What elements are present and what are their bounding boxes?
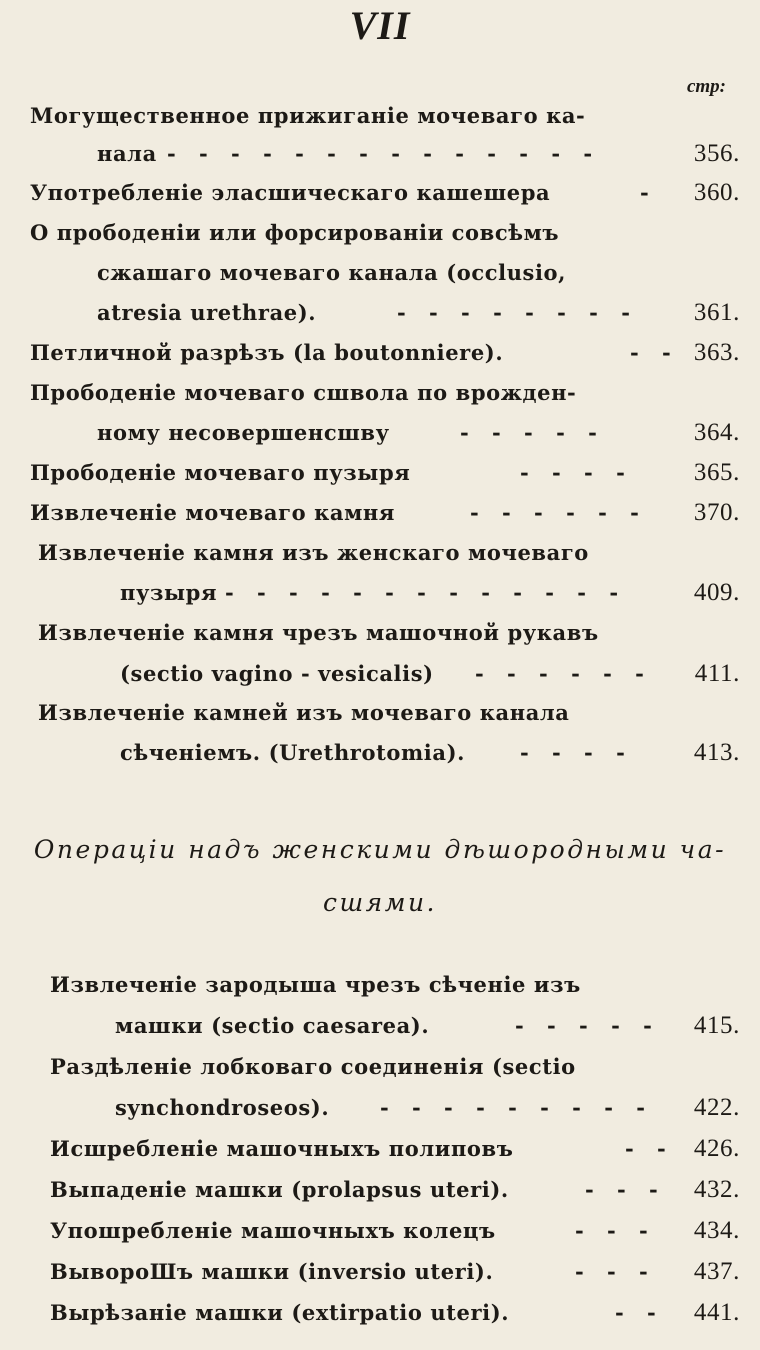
dot-leader: - - - - - - - - - - - - - xyxy=(225,580,627,605)
toc-page-number: 434. xyxy=(693,1217,740,1244)
toc-entry-413-line-2: сѣченіемъ. (Urethrotomia). - - - - 413. xyxy=(120,739,740,766)
toc-entry-361-line-2: сжашаго мочеваго канала (occlusio, xyxy=(97,260,567,285)
toc-page-number: 409. xyxy=(693,579,740,606)
toc-page-number: 370. xyxy=(693,499,740,526)
dot-leader: - - - - - xyxy=(460,420,605,445)
page-column-header: стр: xyxy=(686,76,726,97)
dot-leader: - - - - - - xyxy=(475,661,652,686)
toc-page-number: 365. xyxy=(693,459,740,486)
dot-leader: - - xyxy=(625,1136,674,1161)
toc-entry-361-line-3: atresia urethrae). - - - - - - - - 361. xyxy=(97,299,740,326)
dot-leader: - - - - - xyxy=(515,1013,660,1038)
toc-entry-409-line-2: пузыря - - - - - - - - - - - - - 409. xyxy=(120,579,740,606)
toc-page-number: 361. xyxy=(693,299,740,326)
toc-page-number: 413. xyxy=(693,739,740,766)
toc-page-number: 411. xyxy=(694,660,740,687)
toc-entry-364-line-2: ному несовершенсшву - - - - - 364. xyxy=(97,419,740,446)
toc-entry-437: ВывороШъ машки (inversio uteri). - - - 437. xyxy=(50,1258,740,1285)
section-title-line-1: Операціи надъ женскими дѣшородными ча- xyxy=(33,835,727,864)
dot-leader: - - - - - - - - xyxy=(397,300,638,325)
toc-page-number: 432. xyxy=(693,1176,740,1203)
toc-page-number: 437. xyxy=(693,1258,740,1285)
dot-leader: - - xyxy=(615,1300,664,1325)
toc-page-number: 363. xyxy=(693,339,740,366)
dot-leader: - - - - xyxy=(520,460,633,485)
toc-entry-409-line-1: Извлеченіе камня изъ женскаго мочеваго xyxy=(38,540,589,565)
toc-entry-356-line-1: Могущественное прижиганіе мочеваго ка- xyxy=(30,103,586,128)
toc-page-number: 422. xyxy=(693,1094,740,1121)
toc-entry-370: Извлеченіе мочеваго камня - - - - - - 370. xyxy=(30,499,740,526)
dot-leader: - - xyxy=(630,340,679,365)
dot-leader: - - - - - - - - - - - - - - xyxy=(167,141,601,166)
toc-entry-411-line-1: Извлеченіе камня чрезъ машочной рукавъ xyxy=(38,620,599,645)
toc-page-number: 415. xyxy=(693,1012,740,1039)
toc-page-number: 360. xyxy=(693,179,740,206)
toc-page-number: 441. xyxy=(693,1299,740,1326)
toc-entry-361-line-1: О прободеніи или форсированіи совсѣмъ xyxy=(30,220,560,245)
toc-entry-422-line-1: Раздѣленіе лобковаго соединенія (sectio xyxy=(50,1054,576,1079)
toc-entry-415-line-1: Извлеченіе зародыша чрезъ сѣченіе изъ xyxy=(50,972,581,997)
dot-leader: - - - xyxy=(575,1259,656,1284)
dot-leader: - xyxy=(640,180,657,205)
toc-entry-432: Выпаденіе машки (prolapsus uteri). - - - 432. xyxy=(50,1176,740,1203)
toc-entry-413-line-1: Извлеченіе камней изъ мочеваго канала xyxy=(38,700,570,725)
toc-entry-422-line-2: synchondroseos). - - - - - - - - - 422. xyxy=(115,1094,740,1121)
toc-page-number: 426. xyxy=(693,1135,740,1162)
toc-entry-434: Упошребленіе машочныхъ колецъ - - - 434. xyxy=(50,1217,740,1244)
toc-entry-415-line-2: машки (sectio caesarea). - - - - - 415. xyxy=(115,1012,740,1039)
toc-entry-365: Прободеніе мочеваго пузыря - - - - 365. xyxy=(30,459,740,486)
page-number: VII xyxy=(349,3,411,48)
toc-entry-363: Петличной разрѣзъ (la boutonniere). - - 363. xyxy=(30,339,740,366)
toc-entry-441: Вырѣзаніе машки (extirpatio uteri). - - 441. xyxy=(50,1299,740,1326)
toc-entry-411-line-2: (sectio vagino - vesicalis) - - - - - - 411. xyxy=(120,660,740,687)
toc-entry-426: Исшребленіе машочныхъ полиповъ - - 426. xyxy=(50,1135,740,1162)
dot-leader: - - - - - - - - - xyxy=(380,1095,653,1120)
section-title-line-2: сшями. xyxy=(322,888,437,917)
toc-entry-360: Употребленіе эласшическаго кашешера - 360. xyxy=(30,179,740,206)
toc-page-number: 364. xyxy=(693,419,740,446)
dot-leader: - - - - - - xyxy=(470,500,647,525)
dot-leader: - - - xyxy=(575,1218,656,1243)
toc-entry-356-line-2: нала - - - - - - - - - - - - - - 356. xyxy=(97,140,740,167)
dot-leader: - - - - xyxy=(520,740,633,765)
toc-entry-364-line-1: Прободеніе мочеваго сшвола по врожден- xyxy=(30,380,577,405)
dot-leader: - - - xyxy=(585,1177,666,1202)
toc-page-number: 356. xyxy=(693,140,740,167)
